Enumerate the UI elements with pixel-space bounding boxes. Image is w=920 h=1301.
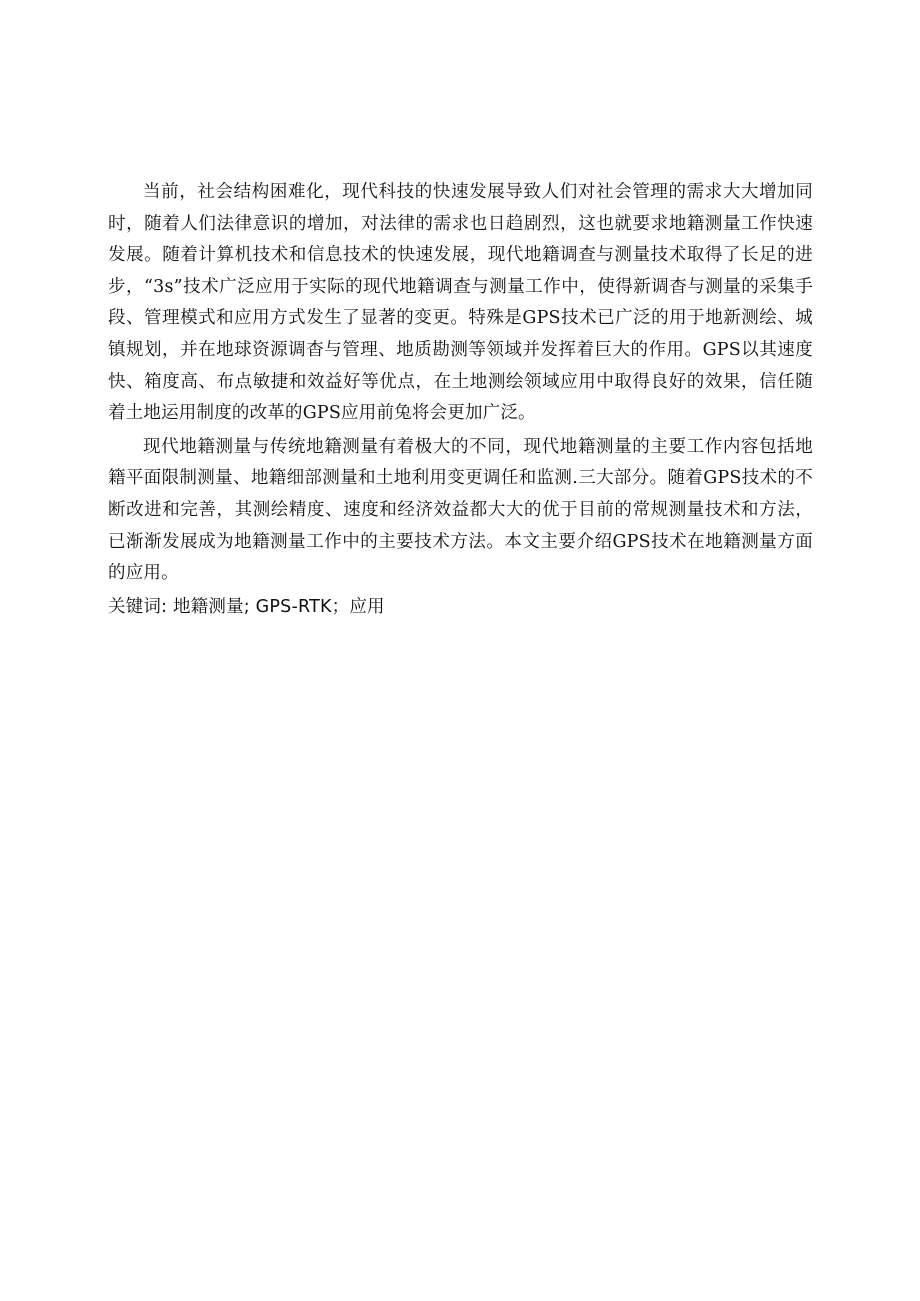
abstract-paragraph-2: 现代地籍测量与传统地籍测量有着极大的不同，现代地籍测量的主要工作内容包括地籍平面限制测量、地籍细部测量和土地利用变更调任和监测.三大部分。随着GPS技术的不断改进和完善，其测绘精度、速度和经济效益都大大的优于目前的常规测量技术和方法，已渐渐发展成为地籍测量工作中的主要技术方法。本文主要介绍GPS技术在地籍测量方面的应用。 <box>108 436 813 584</box>
keywords-line <box>108 592 813 623</box>
keyword-separator: ; <box>243 596 256 617</box>
abstract-section <box>108 177 813 623</box>
keyword-separator: ； <box>331 596 350 617</box>
keyword-item: 应用 <box>349 596 385 617</box>
abstract-paragraph-1: 当前，社会结构困难化，现代科技的快速发展导致人们对社会管理的需求大大增加同时，随着人们法律意识的增加，对法律的需求也日趋剧烈，这也就要求地籍测量工作快速发展。随着计算机技术和信息技术的快速发展，现代地籍调查与测量技术取得了长足的进步，“3s”技术广泛应用于实际的现代地籍调查与测量工作中，使得新调杳与测量的采集手段、管理模式和应用方式发生了显著的变更。特殊是GPS技术已广泛的用于地新测绘、城镇规划，并在地球资源调杳与管理、地质勘测等领域并发挥着巨大的作用。GPS以其速度快、箱度高、布点敏捷和效益好等优点，在土地测绘领域应用中取得良好的效果，信任随着土地运用制度的改革的GPS应用前兔将会更加广泛。 <box>108 182 813 424</box>
keyword-item: 地籍测量 <box>172 596 244 617</box>
keywords-label: 关键词: <box>108 596 168 617</box>
keyword-item: GPS-RTK <box>255 596 332 617</box>
